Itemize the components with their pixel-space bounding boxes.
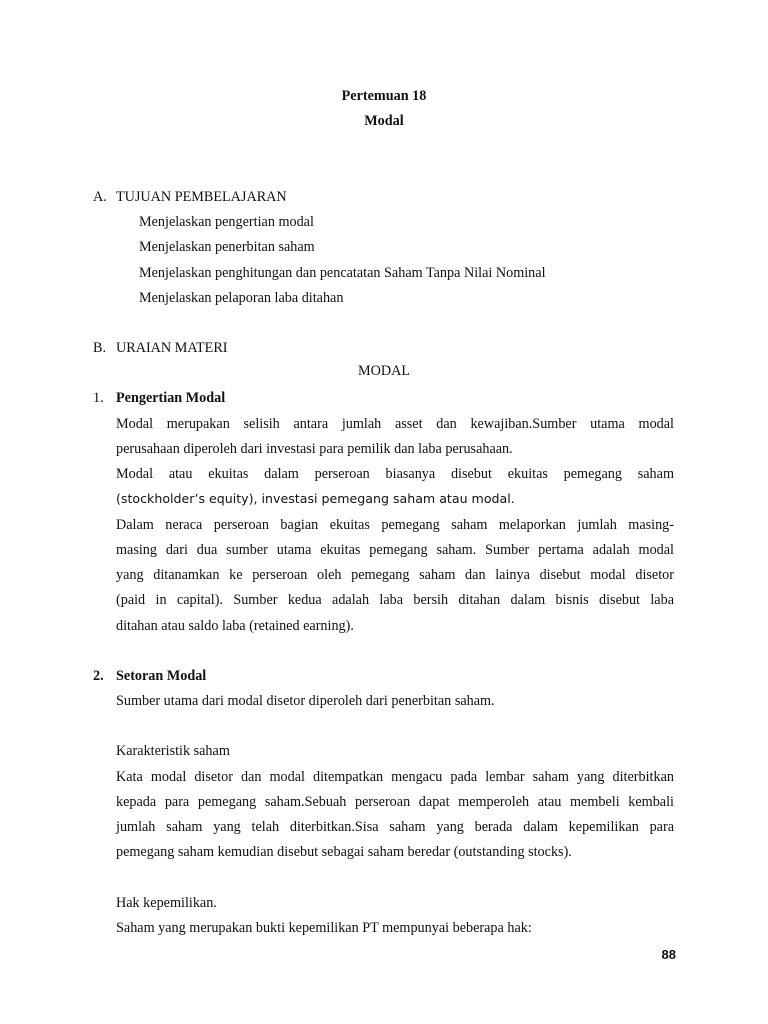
subheading: Hak kepemilikan. [116,895,217,911]
paragraph-line: Kata modal disetor dan modal ditempatkan mengacu pada lembar saham yang diterbitkan [116,769,674,785]
paragraph-line: (stockholder’s equity), investasi pemegang saham atau modal. [116,491,515,506]
objective-item: Menjelaskan pelaporan laba ditahan [139,290,344,306]
paragraph-line: (paid in capital). Sumber kedua adalah laba bersih ditahan dalam bisnis disebut laba [116,592,674,608]
section-a-heading: TUJUAN PEMBELAJARAN [116,189,287,205]
subheading: Karakteristik saham [116,743,230,759]
paragraph-line: Saham yang merupakan bukti kepemilikan PT mempunyai beberapa hak: [116,920,532,936]
paragraph-line: Modal merupakan selisih antara jumlah asset dan kewajiban.Sumber utama modal [116,416,674,432]
objective-item: Menjelaskan penerbitan saham [139,239,315,255]
part-1-heading: Pengertian Modal [116,390,226,406]
paragraph-line: jumlah saham yang telah diterbitkan.Sisa saham yang berada dalam kepemilikan para [116,819,674,835]
part-2-heading: Setoran Modal [116,668,207,684]
part-1-number: 1. [93,390,104,406]
page-title: Modal [364,113,404,129]
section-a-label: A. [93,189,107,205]
section-b-label: B. [93,340,107,356]
paragraph-line: ditahan atau saldo laba (retained earning). [116,618,354,634]
paragraph-line: Modal atau ekuitas dalam perseroan biasanya disebut ekuitas pemegang saham [116,466,674,482]
section-b-subtitle: MODAL [357,363,411,379]
paragraph-line: Dalam neraca perseroan bagian ekuitas pemegang saham melaporkan jumlah masing- [116,517,674,533]
objective-item: Menjelaskan pengertian modal [139,214,314,230]
meeting-title: Pertemuan 18 [341,88,427,104]
paragraph-line: kepada para pemegang saham.Sebuah perseroan dapat memperoleh atau membeli kembali [116,794,674,810]
paragraph-line: pemegang saham kemudian disebut sebagai saham beredar (outstanding stocks). [116,844,572,860]
page-number: 88 [661,947,676,962]
paragraph-line: masing dari dua sumber utama ekuitas pemegang saham. Sumber pertama adalah modal [116,542,674,558]
part-2-number: 2. [93,668,104,684]
section-b-heading: URAIAN MATERI [116,340,228,356]
paragraph-line: perusahaan diperoleh dari investasi para pemilik dan laba perusahaan. [116,441,513,457]
paragraph-line: yang ditanamkan ke perseroan oleh pemegang saham dan lainya disebut modal disetor [116,567,674,583]
paragraph-line: Sumber utama dari modal disetor diperoleh dari penerbitan saham. [116,693,495,709]
objective-item: Menjelaskan penghitungan dan pencatatan Saham Tanpa Nilai Nominal [139,265,546,281]
